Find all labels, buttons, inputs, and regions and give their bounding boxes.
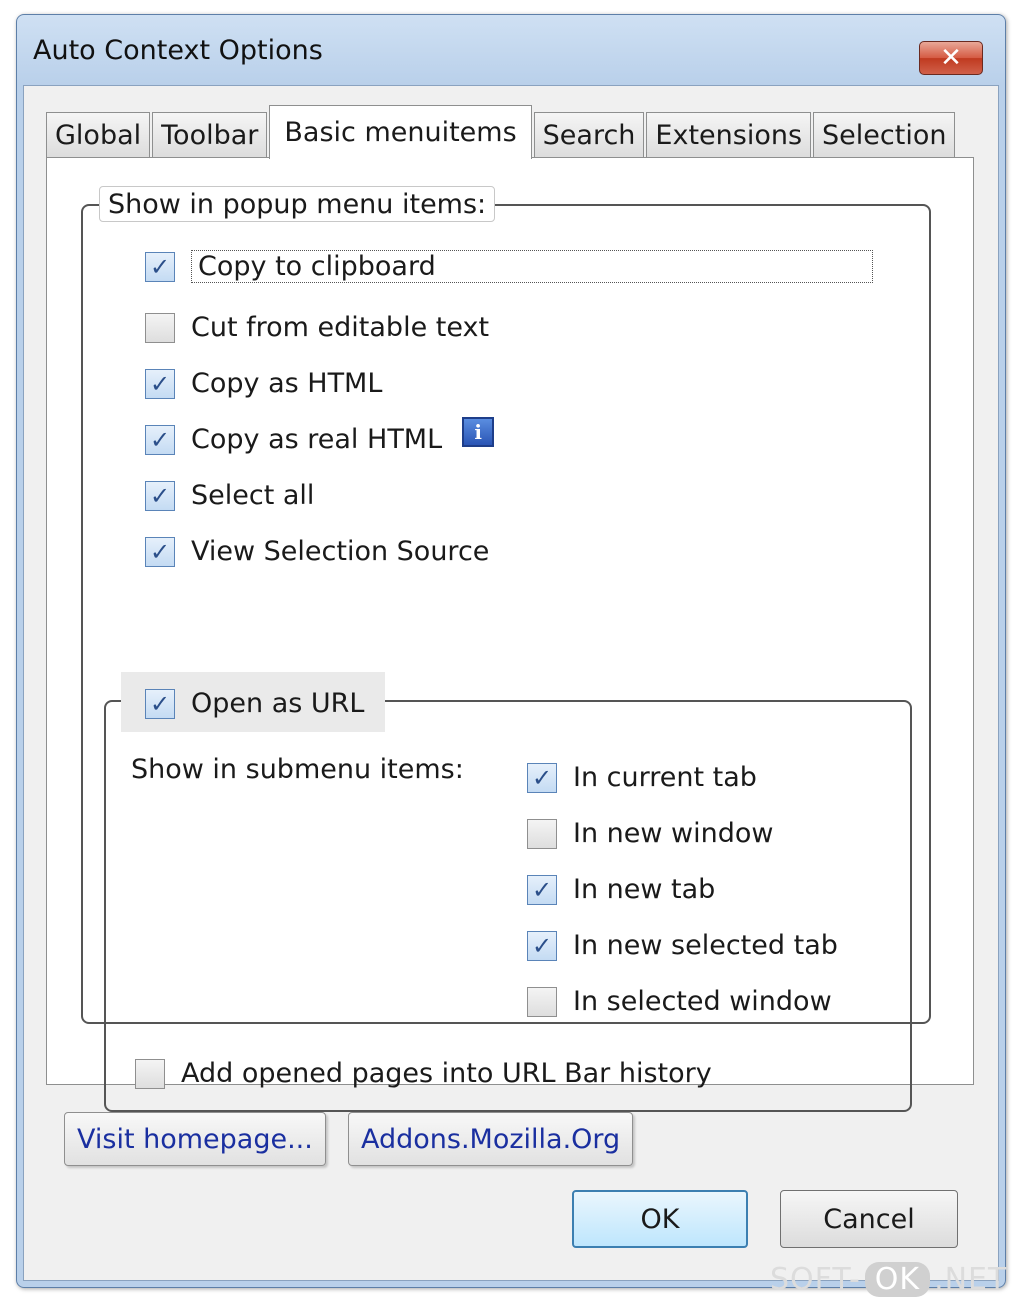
checkbox-box[interactable]: [527, 931, 557, 961]
tab-selection[interactable]: Selection: [813, 112, 955, 158]
checkbox-box[interactable]: [527, 819, 557, 849]
watermark-right: .NET: [934, 1262, 1008, 1297]
check-icon: ✓: [531, 763, 553, 792]
checkbox-box[interactable]: [145, 369, 175, 399]
close-icon: ✕: [940, 43, 962, 73]
check-icon: ✓: [149, 537, 171, 566]
checkbox-in-new-window[interactable]: [527, 818, 773, 849]
watermark: [770, 1262, 1007, 1297]
checkbox-copy-as-real-html[interactable]: [145, 419, 494, 455]
check-icon: ✓: [149, 369, 171, 398]
tab-extensions[interactable]: Extensions: [646, 112, 811, 158]
check-icon: ✓: [531, 875, 553, 904]
checkbox-view-selection-source[interactable]: [145, 536, 489, 567]
checkbox-open-as-url[interactable]: [145, 688, 364, 719]
popup-items-legend: Show in popup menu items:: [99, 186, 495, 222]
checkbox-label: In new selected tab: [573, 930, 838, 961]
visit-homepage-button[interactable]: Visit homepage...: [64, 1112, 326, 1166]
close-button[interactable]: [919, 41, 983, 75]
watermark-left: SOFT-: [770, 1262, 861, 1297]
checkbox-select-all[interactable]: [145, 480, 314, 511]
check-icon: ✓: [149, 425, 171, 454]
checkbox-label: Copy to clipboard: [191, 250, 873, 283]
checkbox-in-current-tab[interactable]: [527, 762, 757, 793]
check-icon: ✓: [149, 252, 171, 281]
checkbox-box[interactable]: [135, 1059, 165, 1089]
checkbox-label: In new tab: [573, 874, 716, 905]
tab-strip: [46, 104, 957, 158]
check-icon: ✓: [149, 689, 171, 718]
check-icon: ✓: [531, 931, 553, 960]
checkbox-in-new-tab[interactable]: [527, 874, 715, 905]
submenu-items-label: Show in submenu items:: [131, 754, 464, 785]
checkbox-box[interactable]: [145, 689, 175, 719]
checkbox-box[interactable]: [145, 425, 175, 455]
info-icon[interactable]: i: [462, 417, 494, 447]
checkbox-label: In current tab: [573, 762, 757, 793]
checkbox-add-to-url-history[interactable]: [135, 1058, 712, 1089]
checkbox-label: In new window: [573, 818, 774, 849]
checkbox-in-selected-window[interactable]: [527, 986, 832, 1017]
tab-basic-menuitems[interactable]: Basic menuitems: [269, 105, 531, 159]
ok-button[interactable]: OK: [572, 1190, 748, 1248]
checkbox-label: Open as URL: [191, 688, 365, 719]
tab-global[interactable]: Global: [46, 112, 150, 158]
checkbox-box[interactable]: [527, 763, 557, 793]
cancel-button[interactable]: Cancel: [780, 1190, 958, 1248]
tab-panel-basic-menuitems: [46, 157, 974, 1089]
check-icon: ✓: [149, 481, 171, 510]
checkbox-box[interactable]: [145, 481, 175, 511]
checkbox-copy-to-clipboard[interactable]: [145, 250, 873, 283]
checkbox-cut-from-editable-text[interactable]: [145, 312, 489, 343]
checkbox-label: View Selection Source: [191, 536, 490, 567]
checkbox-box[interactable]: [145, 537, 175, 567]
checkbox-copy-as-html[interactable]: [145, 368, 382, 399]
watermark-ok: OK: [865, 1262, 930, 1297]
checkbox-box[interactable]: [145, 252, 175, 282]
dialog-window: [16, 14, 1006, 1288]
window-title: Auto Context Options: [33, 35, 323, 66]
checkbox-label: In selected window: [573, 986, 832, 1017]
checkbox-label: Add opened pages into URL Bar history: [181, 1058, 712, 1089]
checkbox-box[interactable]: [145, 313, 175, 343]
title-bar[interactable]: [17, 15, 1005, 85]
checkbox-label: Copy as real HTML: [191, 424, 443, 455]
checkbox-label: Select all: [191, 480, 315, 511]
checkbox-label: Copy as HTML: [191, 368, 383, 399]
checkbox-box[interactable]: [527, 875, 557, 905]
checkbox-in-new-selected-tab[interactable]: [527, 930, 838, 961]
addons-mozilla-org-button[interactable]: Addons.Mozilla.Org: [348, 1112, 633, 1166]
checkbox-box[interactable]: [527, 987, 557, 1017]
tab-toolbar[interactable]: Toolbar: [152, 112, 267, 158]
tab-search[interactable]: Search: [534, 112, 645, 158]
checkbox-label: Cut from editable text: [191, 312, 490, 343]
dialog-client: [23, 85, 999, 1281]
